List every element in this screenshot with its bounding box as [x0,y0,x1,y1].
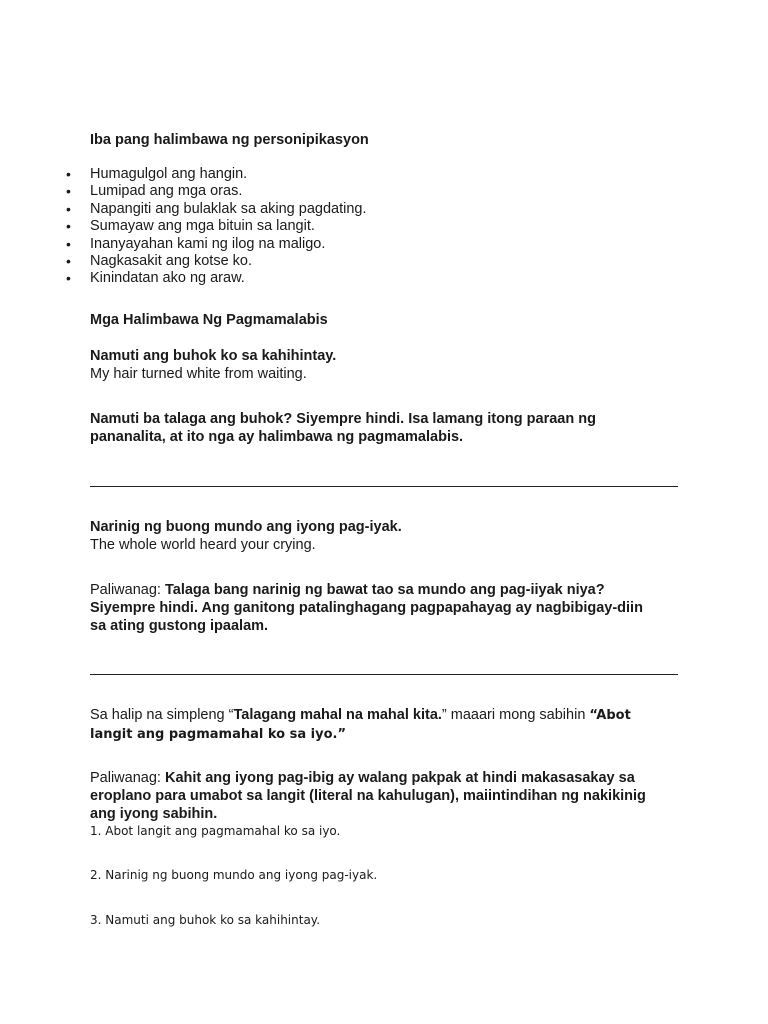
divider [90,674,678,675]
list-item: • Humagulgol ang hangin. [66,166,248,182]
list-item: • Kinindatan ako ng araw. [66,270,245,287]
example-1-explanation-line-2: pananalita, at ito nga ay halimbawa ng pagmamalabis. [90,429,464,445]
example-1-translation: My hair turned white from waiting. [90,366,307,382]
numbered-item-2: 2. Narinig ng buong mundo ang iyong pag-iyak. [90,868,378,882]
example-2-explanation-line-3: sa ating gustong ipaalam. [90,618,269,634]
explanation-line-1: Paliwanag: Kahit ang iyong pag-ibig ay walang pakpak at hindi makasasakay sa [90,770,635,786]
bullet-icon: • [66,218,71,235]
bullet-icon: • [66,166,71,182]
list-item: • Napangiti ang bulaklak sa aking pagdating. [66,200,367,217]
example-1-title: Namuti ang buhok ko sa kahihintay. [90,348,337,364]
bullet-icon: • [66,270,71,287]
example-2-explanation-line-2: Siyempre hindi. Ang ganitong patalinghagang pagpapahayag ay nagbibigay-diin [90,600,643,616]
example-2-title: Narinig ng buong mundo ang iyong pag-iyak. [90,519,402,535]
personipikasyon-list [0,166,367,288]
section-heading-personipikasyon: Iba pang halimbawa ng personipikasyon [90,132,369,148]
intro-line-2: langit ang pagmamahal ko sa iyo.” [90,727,347,742]
section-heading-pagmamalabis: Mga Halimbawa Ng Pagmamalabis [90,312,328,328]
numbered-item-3: 3. Namuti ang buhok ko sa kahihintay. [90,913,321,927]
bullet-icon: • [66,235,71,252]
example-2-explanation-line-1: Paliwanag: Talaga bang narinig ng bawat tao sa mundo ang pag-iiyak niya? [90,582,605,598]
bullet-icon: • [66,200,71,217]
paliwanag-label: Paliwanag: [90,770,165,786]
divider [90,486,678,487]
example-1-explanation-line-1: Namuti ba talaga ang buhok? Siyempre hindi. Isa lamang itong paraan ng [90,411,596,427]
explanation-line-3: ang iyong sabihin. [90,806,218,822]
list-item: • Inanyayahan kami ng ilog na maligo. [66,235,326,252]
list-item: • Nagkasakit ang kotse ko. [66,252,253,269]
intro-line-1: Sa halip na simpleng “Talagang mahal na mahal kita.” maaari mong sabihin “Abot [90,707,631,723]
bullet-icon: • [66,252,71,269]
explanation-line-2: eroplano para umabot sa langit (literal na kahulugan), maiintindihan ng nakikinig [90,788,646,804]
example-2-translation: The whole world heard your crying. [90,537,316,553]
paliwanag-label: Paliwanag: [90,582,165,598]
list-item: • Lumipad ang mga oras. [66,183,243,200]
list-item: • Sumayaw ang mga bituin sa langit. [66,218,315,235]
bullet-icon: • [66,183,71,200]
numbered-item-1: 1. Abot langit ang pagmamahal ko sa iyo. [90,824,341,838]
